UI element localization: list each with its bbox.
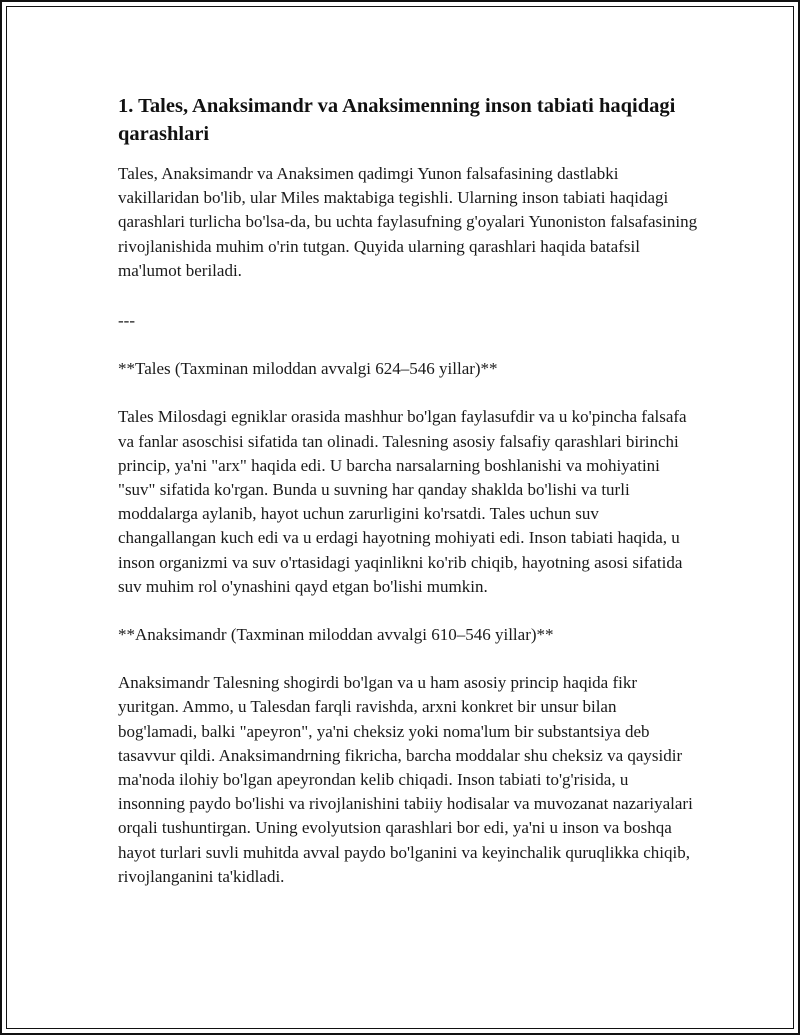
tales-paragraph: Tales Milosdagi egniklar orasida mashhur bo'lgan faylasufdir va u ko'pincha falsafa va fanlar asoschisi sifatida tan olinadi. Talesning asosiy falsafiy qarashlari birinchi princip, ya'ni "arx" haqida edi. U barcha narsalarning boshlanishi va mohiyatini "suv" sifatida ko'rgan. Bunda u suvning har qanday shaklda bo'lishi va turli moddalarga aylanib, hayot uchun zarurligini ko'rsatdi. Tales uchun suv changallangan kuch edi va u erdagi hayotning mohiyati edi. Inson tabiati haqida, u inson organizmi va suv o'rtasidagi yaqinlikni ko'rib chiqib, hayotning asosi sifatida suv muhim rol o'ynashini qayd etgan bo'lishi mumkin. [118, 407, 687, 596]
document-body [118, 92, 698, 889]
tales-subheading: **Tales (Taxminan miloddan avvalgi 624–546 yillar)** [118, 359, 498, 379]
anaksimandr-subheading: **Anaksimandr (Taxminan miloddan avvalgi 610–546 yillar)** [118, 625, 554, 645]
anaksimandr-paragraph: Anaksimandr Talesning shogirdi bo'lgan va u ham asosiy princip haqida fikr yuritgan. Ammo, u Talesdan farqli ravishda, arxni konkret bir unsur bilan bog'lamadi, balki "apeyron", ya'ni cheksiz yoki noma'lum bir substantsiya deb tasavvur qildi. Anaksimandrning fikricha, barcha moddalar shu cheksiz va qaysidir ma'noda ilohiy bo'lgan apeyrondan kelib chiqadi. Inson tabiati to'g'risida, u insonning paydo bo'lishi va rivojlanishini tabiiy hodisalar va muvozanat nazariyalari orqali tushuntirgan. Uning evolyutsion qarashlari bor edi, ya'ni u inson va boshqa hayot turlari suvli muhitda avval paydo bo'lganini va keyinchalik quruqlikka chiqib, rivojlanganini ta'kidladi. [118, 673, 693, 886]
intro-paragraph: Tales, Anaksimandr va Anaksimen qadimgi Yunon falsafasining dastlabki vakillaridan bo'lib, ular Miles maktabiga tegishli. Ularning inson tabiati haqidagi qarashlari turlicha bo'lsa-da, bu uchta faylasufning g'oyalari Yunoniston falsafasining rivojlanishida muhim o'rin tutgan. Quyida ularning qarashlari haqida batafsil ma'lumot beriladi. [118, 164, 698, 280]
section-heading: 1. Tales, Anaksimandr va Anaksimenning inson tabiati haqidagi qarashlari [118, 95, 676, 145]
separator-line: --- [118, 311, 135, 331]
